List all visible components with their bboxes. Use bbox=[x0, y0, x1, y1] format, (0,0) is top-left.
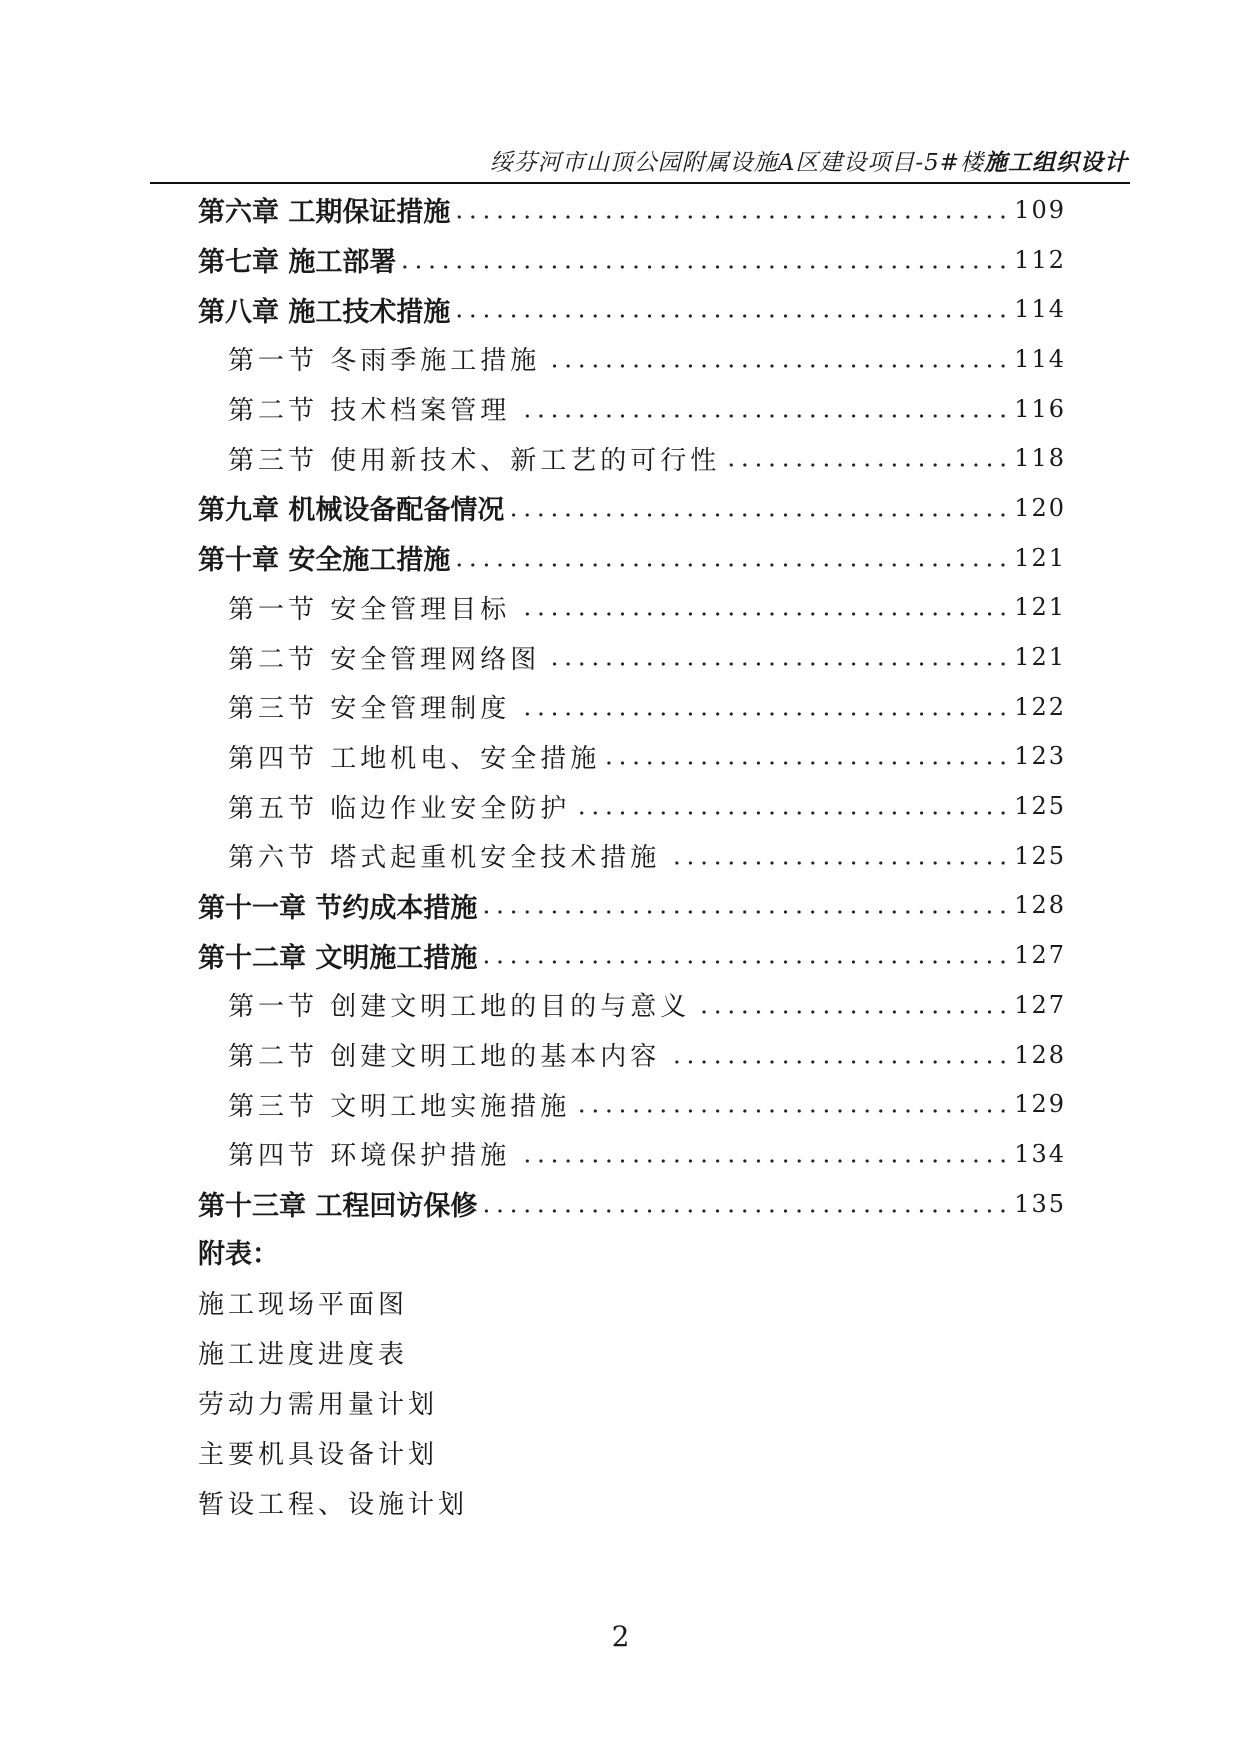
table-of-contents bbox=[198, 185, 1066, 1228]
toc-section-row bbox=[198, 781, 1066, 831]
toc-entry-title: 第二节 创建文明工地的基本内容 bbox=[228, 1042, 661, 1073]
toc-dot-leader bbox=[516, 712, 1010, 716]
toc-dot-leader bbox=[666, 861, 1010, 865]
appendix-item: 主要机具设备计划 bbox=[198, 1440, 439, 1470]
toc-chapter-row bbox=[198, 881, 1066, 931]
toc-page-number: 121 bbox=[1014, 593, 1066, 622]
toc-page-number: 114 bbox=[1014, 344, 1066, 373]
toc-chapter-row bbox=[198, 284, 1066, 334]
toc-page-number: 135 bbox=[1014, 1189, 1066, 1218]
toc-section-row bbox=[198, 682, 1066, 732]
header-title-bold: 施工组织设计 bbox=[984, 149, 1128, 176]
toc-chapter-row bbox=[198, 185, 1066, 235]
toc-dot-leader bbox=[516, 1159, 1010, 1163]
toc-section-row bbox=[198, 632, 1066, 682]
toc-chapter-row bbox=[198, 235, 1066, 285]
toc-page-number: 134 bbox=[1014, 1139, 1066, 1168]
toc-section-row bbox=[198, 334, 1066, 384]
toc-section-row bbox=[198, 980, 1066, 1030]
toc-entry-title: 第十章 安全施工措施 bbox=[198, 545, 451, 577]
toc-page-number: 128 bbox=[1014, 1040, 1066, 1069]
toc-dot-leader bbox=[456, 314, 1010, 318]
toc-entry-title: 第六章 工期保证措施 bbox=[198, 197, 451, 229]
toc-dot-leader bbox=[546, 364, 1010, 368]
toc-page-number: 118 bbox=[1014, 444, 1066, 473]
toc-dot-leader bbox=[576, 811, 1010, 815]
toc-dot-leader bbox=[696, 1010, 1010, 1014]
toc-section-row bbox=[198, 831, 1066, 881]
toc-page-number: 128 bbox=[1014, 891, 1066, 920]
toc-entry-title: 第三节 安全管理制度 bbox=[228, 694, 511, 725]
page-header bbox=[150, 148, 1130, 184]
appendix-item: 劳动力需用量计划 bbox=[198, 1390, 439, 1420]
toc-page-number: 116 bbox=[1014, 394, 1066, 423]
page-number: 2 bbox=[611, 1620, 630, 1653]
toc-section-row bbox=[198, 433, 1066, 483]
toc-dot-leader bbox=[516, 414, 1010, 418]
toc-page-number: 125 bbox=[1014, 841, 1066, 870]
header-title bbox=[490, 144, 1128, 177]
toc-dot-leader bbox=[402, 265, 1010, 269]
toc-page-number: 112 bbox=[1014, 245, 1066, 274]
toc-entry-title: 第四节 工地机电、安全措施 bbox=[228, 743, 601, 774]
toc-page-number: 121 bbox=[1014, 643, 1066, 672]
toc-page-number: 125 bbox=[1014, 792, 1066, 821]
toc-section-row bbox=[198, 1129, 1066, 1179]
toc-page-number: 121 bbox=[1014, 543, 1066, 572]
toc-section-row bbox=[198, 1030, 1066, 1080]
toc-entry-title: 第三节 使用新技术、新工艺的可行性 bbox=[228, 445, 721, 476]
toc-dot-leader bbox=[726, 463, 1010, 467]
toc-dot-leader bbox=[483, 910, 1010, 914]
toc-entry-title: 第三节 文明工地实施措施 bbox=[228, 1091, 571, 1122]
toc-chapter-row bbox=[198, 533, 1066, 583]
header-title-regular: 绥芬河市山顶公园附属设施A区建设项目-5#楼 bbox=[489, 150, 984, 176]
toc-entry-title: 第九章 机械设备配备情况 bbox=[198, 495, 505, 527]
toc-section-row bbox=[198, 1079, 1066, 1129]
toc-entry-title: 第二节 安全管理网络图 bbox=[228, 644, 541, 675]
toc-entry-title: 第六节 塔式起重机安全技术措施 bbox=[228, 843, 661, 874]
appendix-list bbox=[198, 1230, 468, 1530]
toc-dot-leader bbox=[516, 612, 1010, 616]
toc-dot-leader bbox=[576, 1109, 1010, 1113]
toc-page-number: 114 bbox=[1014, 295, 1066, 324]
appendix-item: 暂设工程、设施计划 bbox=[198, 1490, 469, 1520]
toc-section-row bbox=[198, 583, 1066, 633]
toc-dot-leader bbox=[483, 1209, 1010, 1213]
toc-chapter-row bbox=[198, 483, 1066, 533]
toc-dot-leader bbox=[456, 563, 1010, 567]
toc-chapter-row bbox=[198, 1179, 1066, 1229]
appendix-item: 施工现场平面图 bbox=[198, 1290, 409, 1320]
toc-dot-leader bbox=[510, 513, 1010, 517]
toc-page-number: 122 bbox=[1014, 692, 1066, 721]
toc-page-number: 127 bbox=[1014, 990, 1066, 1019]
toc-page-number: 109 bbox=[1014, 195, 1066, 224]
toc-dot-leader bbox=[606, 761, 1010, 765]
toc-dot-leader bbox=[666, 1060, 1010, 1064]
toc-entry-title: 第一节 安全管理目标 bbox=[228, 594, 511, 625]
toc-dot-leader bbox=[456, 215, 1010, 219]
toc-section-row bbox=[198, 384, 1066, 434]
toc-entry-title: 第十二章 文明施工措施 bbox=[198, 942, 478, 974]
toc-entry-title: 第十一章 节约成本措施 bbox=[198, 892, 478, 924]
toc-page-number: 129 bbox=[1014, 1090, 1066, 1119]
appendix-heading: 附表： bbox=[198, 1239, 279, 1270]
toc-page-number: 127 bbox=[1014, 941, 1066, 970]
toc-entry-title: 第二节 技术档案管理 bbox=[228, 396, 511, 427]
toc-chapter-row bbox=[198, 930, 1066, 980]
toc-dot-leader bbox=[483, 960, 1010, 964]
toc-entry-title: 第一节 冬雨季施工措施 bbox=[228, 346, 541, 377]
toc-entry-title: 第一节 创建文明工地的目的与意义 bbox=[228, 992, 691, 1023]
appendix-item: 施工进度进度表 bbox=[198, 1340, 409, 1370]
toc-entry-title: 第四节 环境保护措施 bbox=[228, 1141, 511, 1172]
toc-entry-title: 第十三章 工程回访保修 bbox=[198, 1191, 478, 1223]
toc-page-number: 123 bbox=[1014, 742, 1066, 771]
toc-section-row bbox=[198, 732, 1066, 782]
toc-entry-title: 第七章 施工部署 bbox=[198, 247, 397, 279]
toc-entry-title: 第五节 临边作业安全防护 bbox=[228, 793, 571, 824]
toc-dot-leader bbox=[546, 662, 1010, 666]
toc-page-number: 120 bbox=[1014, 493, 1066, 522]
toc-entry-title: 第八章 施工技术措施 bbox=[198, 296, 451, 328]
